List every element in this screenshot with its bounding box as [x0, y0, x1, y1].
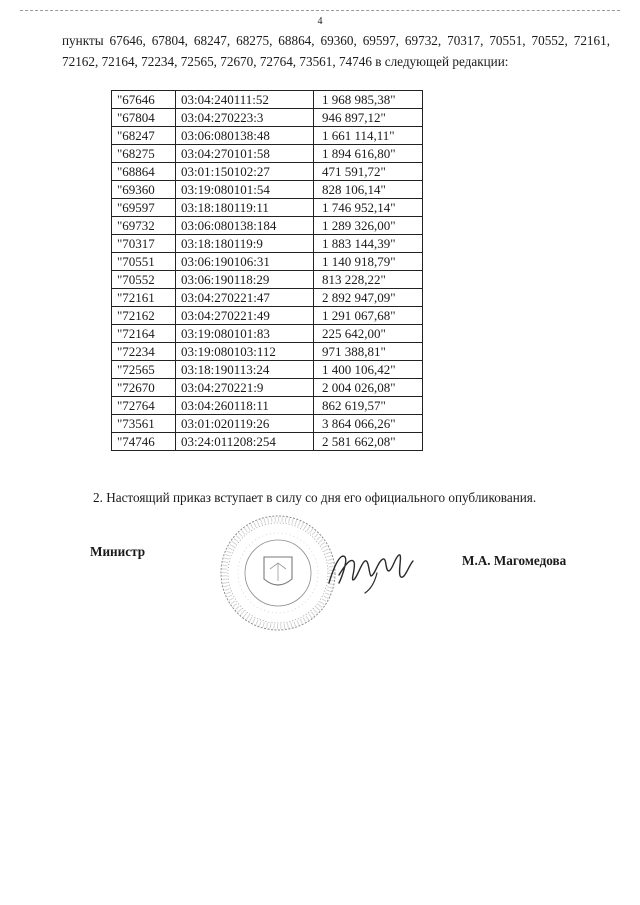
table-row: [112, 433, 423, 451]
handwritten-signature-icon: [325, 535, 420, 595]
minister-name: М.А. Магомедова: [462, 553, 567, 568]
top-rule: [20, 10, 620, 11]
row-number-cell: "70317: [112, 235, 176, 253]
table-row: [112, 109, 423, 127]
cadastral-value-cell: 1 289 326,00": [314, 217, 423, 235]
cadastral-number-cell: 03:04:270221:49: [176, 307, 314, 325]
cadastral-value-cell: 1 968 985,38": [314, 91, 423, 109]
minister-title: Министр: [90, 544, 146, 559]
row-number-cell: "67646: [112, 91, 176, 109]
cadastral-number-cell: 03:24:011208:254: [176, 433, 314, 451]
row-number-cell: "70551: [112, 253, 176, 271]
table-row: [112, 163, 423, 181]
table-row: [112, 235, 423, 253]
cadastral-number-cell: 03:04:270101:58: [176, 145, 314, 163]
row-number-cell: "69597: [112, 199, 176, 217]
cadastral-value-cell: 971 388,81": [314, 343, 423, 361]
table-row: [112, 397, 423, 415]
table-row: [112, 127, 423, 145]
table-row: [112, 181, 423, 199]
row-number-cell: "68247: [112, 127, 176, 145]
cadastral-value-cell: 225 642,00": [314, 325, 423, 343]
row-number-cell: "69732: [112, 217, 176, 235]
row-number-cell: "72164: [112, 325, 176, 343]
cadastral-number-cell: 03:06:080138:184: [176, 217, 314, 235]
cadastral-value-cell: 2 581 662,08": [314, 433, 423, 451]
row-number-cell: "72764: [112, 397, 176, 415]
official-seal-icon: [218, 513, 338, 633]
cadastral-number-cell: 03:06:190106:31: [176, 253, 314, 271]
table-row: [112, 343, 423, 361]
cadastral-value-cell: 1 661 114,11": [314, 127, 423, 145]
table-row: [112, 415, 423, 433]
row-number-cell: "72670: [112, 379, 176, 397]
cadastral-value-cell: 1 140 918,79": [314, 253, 423, 271]
cadastral-value-cell: 1 291 067,68": [314, 307, 423, 325]
table-row: [112, 199, 423, 217]
cadastral-value-cell: 471 591,72": [314, 163, 423, 181]
row-number-cell: "72162: [112, 307, 176, 325]
table-row: [112, 217, 423, 235]
cadastral-value-cell: 1 883 144,39": [314, 235, 423, 253]
table-row: [112, 145, 423, 163]
table-row: [112, 253, 423, 271]
table-body: [112, 91, 423, 451]
cadastral-value-cell: 862 619,57": [314, 397, 423, 415]
cadastral-value-table: [111, 90, 423, 451]
cadastral-number-cell: 03:18:190113:24: [176, 361, 314, 379]
row-number-cell: "72234: [112, 343, 176, 361]
cadastral-number-cell: 03:04:260118:11: [176, 397, 314, 415]
table-row: [112, 379, 423, 397]
cadastral-value-cell: 813 228,22": [314, 271, 423, 289]
cadastral-number-cell: 03:19:080103:112: [176, 343, 314, 361]
page-number: 4: [317, 16, 323, 27]
cadastral-number-cell: 03:01:020119:26: [176, 415, 314, 433]
cadastral-value-cell: 2 892 947,09": [314, 289, 423, 307]
cadastral-number-cell: 03:01:150102:27: [176, 163, 314, 181]
row-number-cell: "74746: [112, 433, 176, 451]
intro-paragraph: пункты 67646, 67804, 68247, 68275, 68864, 69360, 69597, 69732, 70317, 70551, 70552, 72161, 72162, 72164, 72234, 72565, 72670, 72764, 73561, 74746 в следующей редакции:: [62, 33, 610, 69]
cadastral-number-cell: 03:04:270221:9: [176, 379, 314, 397]
cadastral-value-cell: 1 746 952,14": [314, 199, 423, 217]
cadastral-number-cell: 03:04:240111:52: [176, 91, 314, 109]
cadastral-number-cell: 03:06:080138:48: [176, 127, 314, 145]
row-number-cell: "73561: [112, 415, 176, 433]
cadastral-number-cell: 03:04:270223:3: [176, 109, 314, 127]
cadastral-number-cell: 03:18:180119:11: [176, 199, 314, 217]
row-number-cell: "72565: [112, 361, 176, 379]
row-number-cell: "70552: [112, 271, 176, 289]
cadastral-number-cell: 03:04:270221:47: [176, 289, 314, 307]
cadastral-value-cell: 2 004 026,08": [314, 379, 423, 397]
cadastral-value-cell: 828 106,14": [314, 181, 423, 199]
table-row: [112, 361, 423, 379]
cadastral-number-cell: 03:18:180119:9: [176, 235, 314, 253]
row-number-cell: "68275: [112, 145, 176, 163]
row-number-cell: "69360: [112, 181, 176, 199]
table-row: [112, 271, 423, 289]
clause-2: 2. Настоящий приказ вступает в силу со дня его официального опубликования.: [93, 490, 537, 505]
row-number-cell: "68864: [112, 163, 176, 181]
cadastral-value-cell: 1 400 106,42": [314, 361, 423, 379]
cadastral-value-cell: 3 864 066,26": [314, 415, 423, 433]
row-number-cell: "67804: [112, 109, 176, 127]
cadastral-value-cell: 1 894 616,80": [314, 145, 423, 163]
cadastral-number-cell: 03:19:080101:83: [176, 325, 314, 343]
table-row: [112, 91, 423, 109]
cadastral-number-cell: 03:19:080101:54: [176, 181, 314, 199]
table-row: [112, 289, 423, 307]
row-number-cell: "72161: [112, 289, 176, 307]
cadastral-value-cell: 946 897,12": [314, 109, 423, 127]
cadastral-number-cell: 03:06:190118:29: [176, 271, 314, 289]
table-row: [112, 307, 423, 325]
table-row: [112, 325, 423, 343]
